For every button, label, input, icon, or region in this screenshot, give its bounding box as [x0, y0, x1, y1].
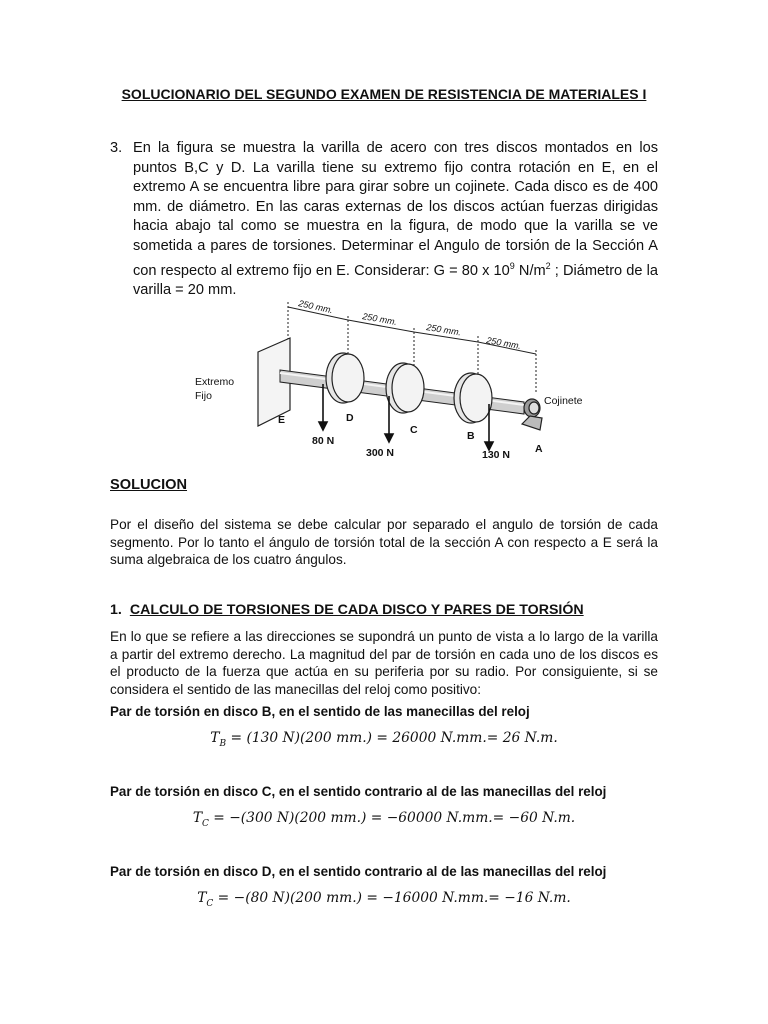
disc-d-equation [110, 890, 658, 909]
problem-exponent: 9 [509, 260, 515, 271]
disc-d-eq-symbol: T [197, 890, 207, 906]
section-1-number: 1. [110, 602, 122, 618]
point-a-label: A [535, 443, 543, 455]
dim-label-1: 250 mm. [297, 298, 334, 316]
force-d-label: 80 N [312, 435, 335, 447]
point-c-label: C [410, 424, 418, 436]
section-1-heading [110, 602, 584, 618]
problem-text-main: En la figura se muestra la varilla de acero con tres discos montados en los puntos B,C y D. La varilla tiene su extremo fijo contra rotación en E, en el extremo A se encuentra libre para girar sobre un cojinete. Cada disco es de 400 mm. de diámetro. En las caras externas de los discos actúan fuerzas dirigidas hacia abajo tal como se muestra en la figura, de modo que la varilla se ve sometida a pares de torsiones. Determinar el Angulo de torsión de la Sección A con respecto al extremo fijo en E. Considerar: G = 80 x 10 [133, 140, 658, 279]
point-d-label: D [346, 412, 354, 424]
disc-b-equation [110, 730, 658, 749]
problem-text [133, 139, 658, 301]
disc-c-heading: Par de torsión en disco C, en el sentido contrario al de las manecillas del reloj [110, 784, 607, 799]
bearing [522, 399, 542, 430]
disc-c-eq-symbol: T [192, 810, 203, 826]
disc-c-eq-sub: C [202, 818, 209, 829]
fixed-label-1: Extremo [195, 376, 235, 388]
problem-statement [110, 139, 658, 301]
solution-intro: Por el diseño del sistema se debe calcular por separado el angulo de torsión de cada segmento. Por lo tanto el ángulo de torsión total de la sección A con respecto a E será la suma algebraica de los cuatro ángulos. [110, 517, 658, 568]
disc-b-eq-sub: B [219, 738, 227, 749]
solution-heading: SOLUCION [110, 477, 188, 493]
point-e-label: E [278, 414, 286, 426]
problem-unit-exponent: 2 [545, 260, 551, 271]
disc-d-heading: Par de torsión en disco D, en el sentido contrario al de las manecillas del reloj [110, 864, 607, 879]
fixed-label-2: Fijo [195, 390, 212, 402]
document-title: SOLUCIONARIO DEL SEGUNDO EXAMEN DE RESISTENCIA DE MATERIALES I [121, 86, 647, 102]
force-arrow-d [319, 422, 327, 430]
disc-b-eq-rest: = (130 N)(200 mm.) = 26000 N.mm.= 26 N.m. [226, 730, 558, 746]
section-1-text: En lo que se refiere a las direcciones se supondrá un punto de vista a lo largo de la varilla a partir del extremo derecho. La magnitud del par de torsión en cada uno de los discos es el producto de la fuerza que actúa en su periferia por su radio. Por consiguiente, si se considera el sentido de las manecillas del reloj como positivo: [110, 629, 658, 697]
force-c-label: 300 N [366, 447, 395, 459]
disc-d-eq-sub: C [206, 898, 214, 909]
disc-b-heading: Par de torsión en disco B, en el sentido de las manecillas del reloj [110, 704, 530, 719]
disc-c-eq-rest: = −(300 N)(200 mm.) = −60000 N.mm.= −60 N.m. [208, 810, 576, 826]
disc-b-eq-symbol: T [210, 730, 220, 746]
bearing-label: Cojinete [544, 395, 583, 407]
dim-label-4: 250 mm. [485, 335, 522, 352]
disc-d-eq-rest: = −(80 N)(200 mm.) = −16000 N.mm.= −16 N.m. [213, 890, 571, 906]
section-1-title: CALCULO DE TORSIONES DE CADA DISCO Y PARES DE TORSIÓN [129, 602, 584, 618]
point-b-label: B [467, 430, 475, 442]
force-b-label: 130 N [482, 449, 511, 461]
disc-c-equation [110, 810, 658, 829]
force-arrow-c [385, 434, 393, 442]
dim-label-2: 250 mm. [361, 311, 398, 328]
problem-text-end: ; Diámetro de la varilla = 20 mm. [133, 262, 658, 299]
shaft-figure [180, 292, 600, 464]
problem-unit: N/m [514, 262, 546, 279]
problem-number: 3. [110, 140, 123, 156]
dim-label-3: 250 mm. [425, 322, 462, 338]
